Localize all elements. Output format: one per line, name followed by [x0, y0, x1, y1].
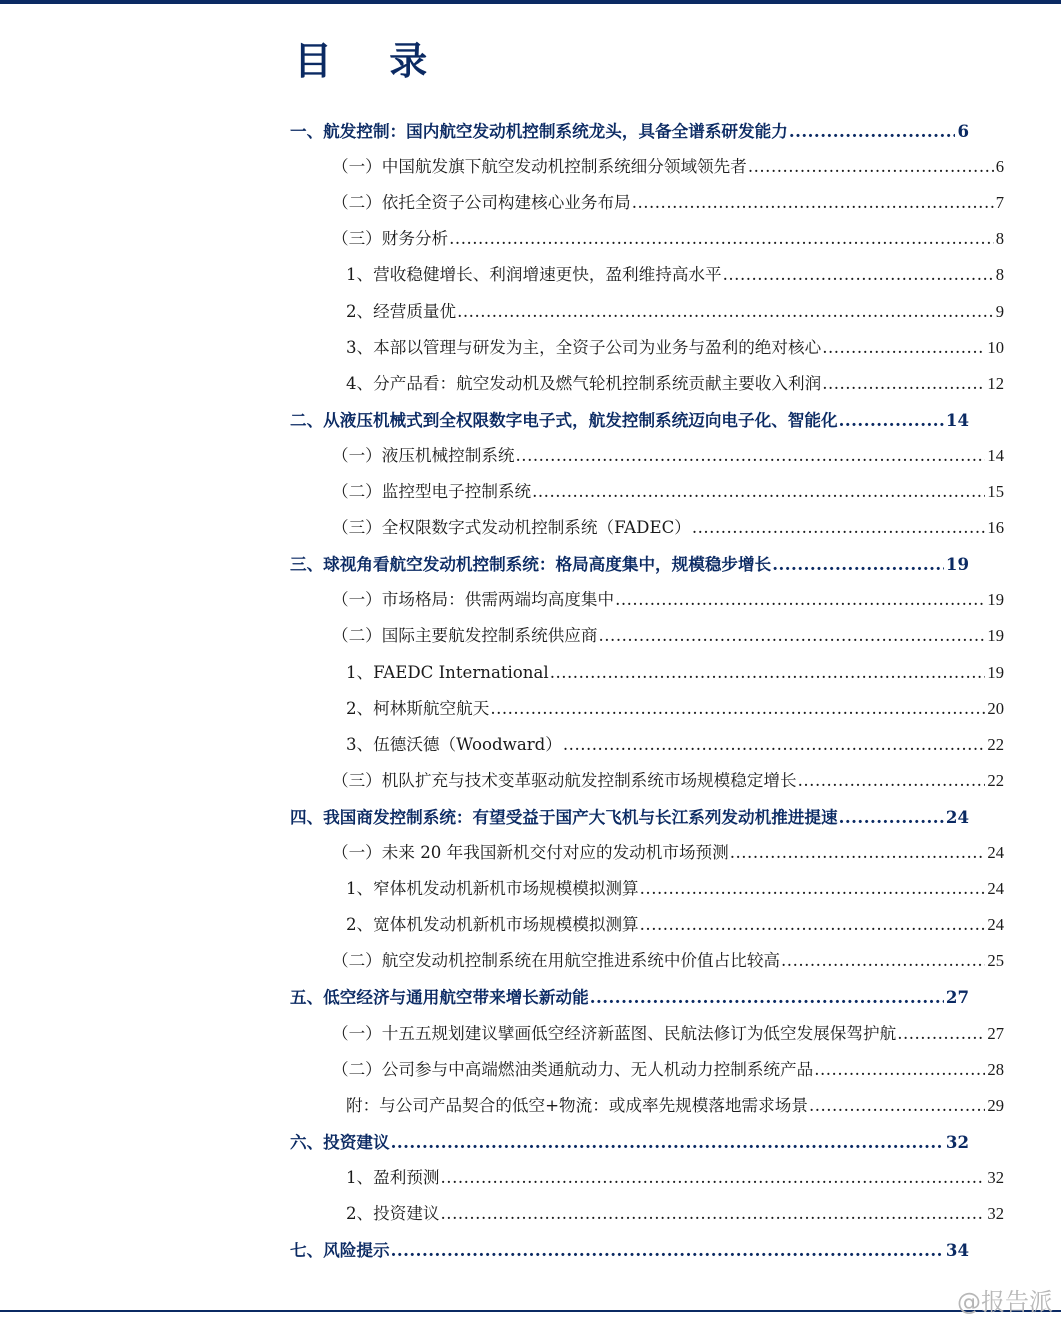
toc-dot-leader — [839, 405, 944, 435]
toc-dot-leader — [822, 369, 985, 399]
toc-entry[interactable] — [290, 549, 969, 579]
toc-dot-leader — [822, 333, 985, 363]
toc-dot-leader — [516, 441, 986, 471]
toc-dot-leader — [814, 1055, 985, 1085]
toc-entry-text: （一）液压机械控制系统 — [332, 446, 515, 465]
toc-page-number: 24 — [987, 843, 1004, 862]
toc-dot-leader — [632, 188, 994, 218]
toc-page-number: 8 — [995, 229, 1004, 248]
toc-entry[interactable] — [332, 188, 1004, 218]
toc-page-number: 19 — [945, 554, 969, 574]
toc-entry-text: （一）中国航发旗下航空发动机控制系统细分领域领先者 — [332, 157, 747, 176]
toc-page-number: 15 — [987, 482, 1004, 501]
toc-entry[interactable] — [346, 333, 1004, 363]
toc-entry[interactable] — [346, 369, 1004, 399]
toc-entry-text: 四、我国商发控制系统：有望受益于国产大飞机与长江系列发动机推进提速 — [290, 807, 838, 827]
toc-entry-text: 三、球视角看航空发动机控制系统：格局高度集中，规模稳步增长 — [290, 554, 772, 574]
toc-entry[interactable] — [290, 116, 969, 146]
toc-page-number: 24 — [987, 879, 1004, 898]
toc-entry-text: 2、投资建议 — [346, 1204, 440, 1223]
toc-entry[interactable] — [346, 297, 1004, 327]
toc-entry[interactable] — [332, 152, 1004, 182]
toc-page-number: 12 — [987, 374, 1004, 393]
toc-dot-leader — [391, 1235, 944, 1265]
toc-entry-text: 3、伍德沃德（Woodward） — [346, 735, 562, 754]
toc-dot-leader — [640, 874, 986, 904]
toc-page-number: 34 — [945, 1240, 969, 1260]
toc-entry-text: 2、宽体机发动机新机市场规模模拟测算 — [346, 915, 639, 934]
toc-page-number: 14 — [987, 446, 1004, 465]
toc-entry[interactable] — [332, 1055, 1004, 1085]
toc-entry-text: 1、窄体机发动机新机市场规模模拟测算 — [346, 879, 639, 898]
toc-entry[interactable] — [332, 513, 1004, 543]
toc-entry-text: 4、分产品看：航空发动机及燃气轮机控制系统贡献主要收入利润 — [346, 374, 822, 393]
toc-entry-text: （三）机队扩充与技术变革驱动航发控制系统市场规模稳定增长 — [332, 771, 797, 790]
toc-page-number: 22 — [987, 735, 1004, 754]
toc-dot-leader — [615, 585, 985, 615]
toc-entry-text: （二）公司参与中高端燃油类通航动力、无人机动力控制系统产品 — [332, 1060, 814, 1079]
toc-dot-leader — [809, 1091, 985, 1121]
toc-entry[interactable] — [332, 766, 1004, 796]
toc-entry[interactable] — [332, 838, 1004, 868]
toc-dot-leader — [730, 838, 986, 868]
toc-entry[interactable] — [332, 585, 1004, 615]
toc-entry[interactable] — [332, 477, 1004, 507]
watermark: @报告派 — [957, 1288, 1053, 1316]
toc-dot-leader — [798, 766, 986, 796]
toc-dot-leader — [391, 1127, 944, 1157]
toc-entry[interactable] — [290, 405, 969, 435]
toc-page-number: 6 — [995, 157, 1004, 176]
toc-entry-text: 五、低空经济与通用航空带来增长新动能 — [290, 987, 589, 1007]
toc-entry[interactable] — [290, 1127, 969, 1157]
toc-entry-text: （二）依托全资子公司构建核心业务布局 — [332, 193, 631, 212]
toc-page-number: 32 — [987, 1168, 1004, 1187]
toc-dot-leader — [748, 152, 994, 182]
toc-entry-text: 1、盈利预测 — [346, 1168, 440, 1187]
toc-entry-text: 一、航发控制：国内航空发动机控制系统龙头，具备全谱系研发能力 — [290, 121, 788, 141]
toc-entry[interactable] — [332, 621, 1004, 651]
toc-page-number: 7 — [995, 193, 1004, 212]
toc-dot-leader — [590, 982, 944, 1012]
toc-entry[interactable] — [332, 441, 1004, 471]
top-rule — [0, 0, 1061, 4]
toc-entry-text: （三）全权限数字式发动机控制系统（FADEC） — [332, 518, 691, 537]
toc-dot-leader — [532, 477, 985, 507]
toc-entry-text: 1、营收稳健增长、利润增速更快，盈利维持高水平 — [346, 265, 722, 284]
toc-page-number: 27 — [945, 987, 969, 1007]
toc-dot-leader — [789, 116, 956, 146]
toc-page-number: 6 — [957, 121, 969, 141]
toc-page-number: 9 — [995, 302, 1004, 321]
toc-dot-leader — [897, 1019, 985, 1049]
toc-entry-text: （一）未来 20 年我国新机交付对应的发动机市场预测 — [332, 843, 729, 862]
toc-entry[interactable] — [346, 1091, 1004, 1121]
toc-dot-leader — [457, 297, 994, 327]
toc-page-number: 19 — [987, 663, 1004, 682]
toc-entry[interactable] — [346, 1199, 1004, 1229]
toc-entry[interactable] — [346, 874, 1004, 904]
toc-dot-leader — [781, 946, 985, 976]
toc-dot-leader — [441, 1199, 986, 1229]
toc-page-number: 14 — [945, 410, 969, 430]
toc-page-number: 28 — [987, 1060, 1004, 1079]
toc-dot-leader — [640, 910, 986, 940]
toc-entry-text: 2、经营质量优 — [346, 302, 457, 321]
toc-dot-leader — [563, 730, 986, 760]
toc-entry-text: （二）监控型电子控制系统 — [332, 482, 532, 501]
toc-dot-leader — [772, 549, 944, 579]
toc-entry[interactable] — [332, 946, 1004, 976]
toc-page-number: 25 — [987, 951, 1004, 970]
toc-dot-leader — [723, 260, 994, 290]
toc-entry-text: 六、投资建议 — [290, 1132, 390, 1152]
toc-page-number: 32 — [945, 1132, 969, 1152]
toc-entry-text: （二）航空发动机控制系统在用航空推进系统中价值占比较高 — [332, 951, 781, 970]
toc-entry-text: （一）十五五规划建议擘画低空经济新蓝图、民航法修订为低空发展保驾护航 — [332, 1024, 897, 1043]
toc-page-number: 29 — [987, 1096, 1004, 1115]
toc-dot-leader — [490, 694, 985, 724]
toc-page-number: 16 — [987, 518, 1004, 537]
toc-entry-text: （三）财务分析 — [332, 229, 449, 248]
toc-dot-leader — [550, 658, 986, 688]
toc-entry[interactable] — [346, 730, 1004, 760]
toc-entry-text: 附：与公司产品契合的低空+物流：或成率先规模落地需求场景 — [346, 1096, 808, 1115]
toc-entry[interactable] — [290, 1235, 969, 1265]
toc-page-number: 22 — [987, 771, 1004, 790]
toc-entry-text: 2、柯林斯航空航天 — [346, 699, 490, 718]
toc-page-number: 19 — [987, 626, 1004, 645]
toc-entry[interactable] — [346, 910, 1004, 940]
toc-entry-text: （一）市场格局：供需两端均高度集中 — [332, 590, 615, 609]
toc-page-number: 24 — [987, 915, 1004, 934]
bottom-rule — [0, 1310, 1061, 1312]
toc-entry[interactable] — [346, 694, 1004, 724]
toc-entry-text: 七、风险提示 — [290, 1240, 390, 1260]
toc-entry-text: 二、从液压机械式到全权限数字电子式，航发控制系统迈向电子化、智能化 — [290, 410, 838, 430]
toc-dot-leader — [839, 802, 944, 832]
toc-entry-text: （二）国际主要航发控制系统供应商 — [332, 626, 598, 645]
page-title: 目 录 — [294, 38, 450, 83]
toc-dot-leader — [692, 513, 986, 543]
toc-entry[interactable] — [290, 802, 969, 832]
toc-entry[interactable] — [290, 982, 969, 1012]
toc-page-number: 20 — [987, 699, 1004, 718]
toc-dot-leader — [441, 1163, 986, 1193]
toc-dot-leader — [449, 224, 994, 254]
toc-page-number: 19 — [987, 590, 1004, 609]
toc-entry-text: 3、本部以管理与研发为主，全资子公司为业务与盈利的绝对核心 — [346, 338, 822, 357]
toc-entry[interactable] — [346, 658, 1004, 688]
toc-entry[interactable] — [346, 1163, 1004, 1193]
toc-entry[interactable] — [346, 260, 1004, 290]
toc-entry[interactable] — [332, 224, 1004, 254]
toc-page-number: 32 — [987, 1204, 1004, 1223]
toc-page-number: 27 — [987, 1024, 1004, 1043]
toc-page-number: 8 — [995, 265, 1004, 284]
toc-dot-leader — [599, 621, 986, 651]
toc-page-number: 24 — [945, 807, 969, 827]
toc-page-number: 10 — [987, 338, 1004, 357]
toc-entry-text: 1、FAEDC International — [346, 663, 549, 682]
toc-entry[interactable] — [332, 1019, 1004, 1049]
